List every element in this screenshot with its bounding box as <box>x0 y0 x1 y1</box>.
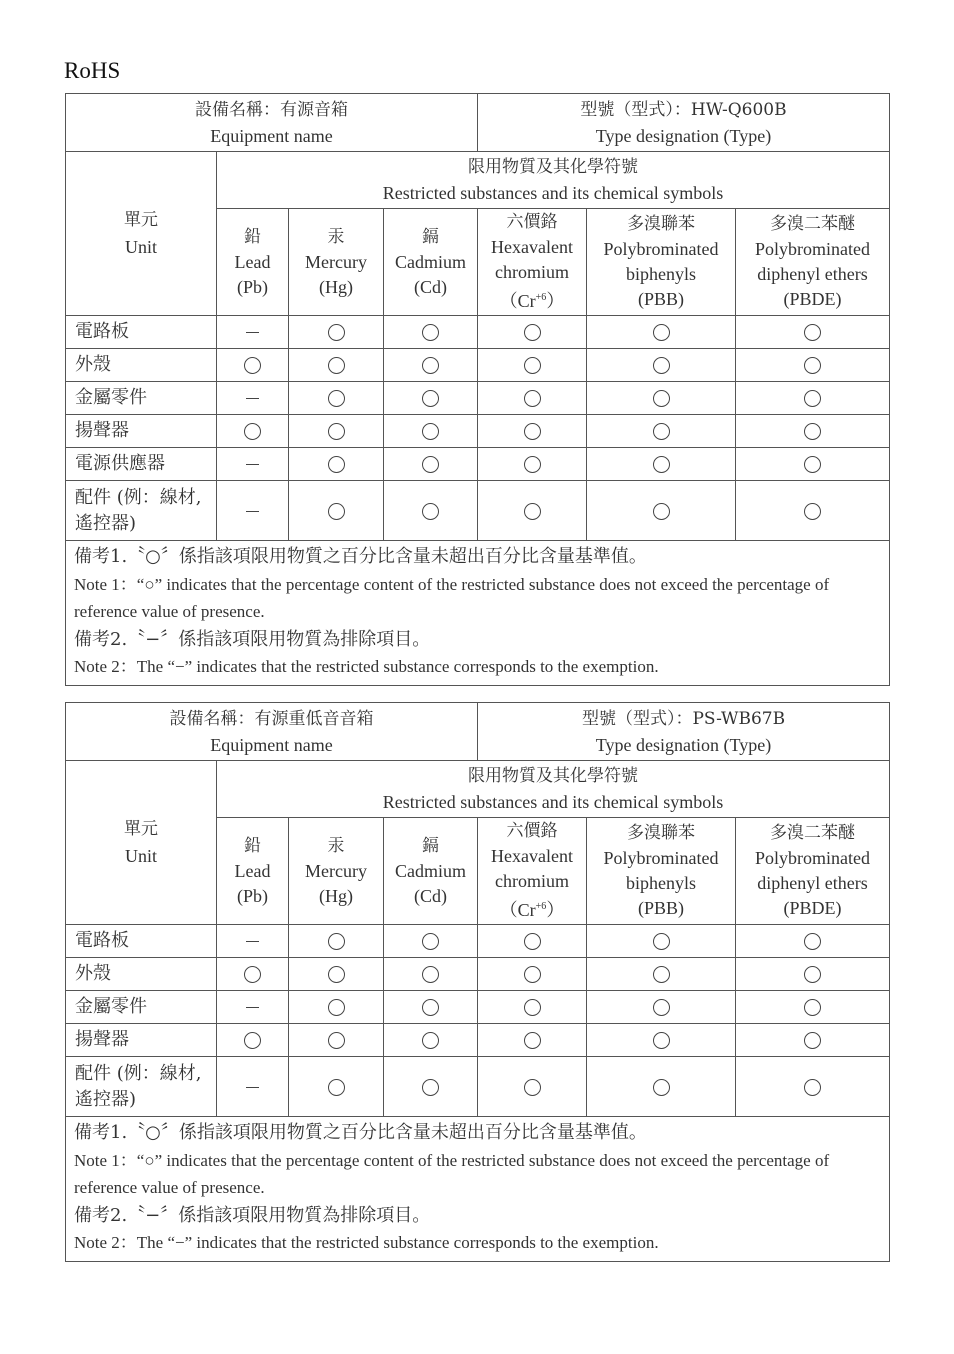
equipment-name-cell <box>66 703 478 761</box>
circle-mark-icon <box>422 423 439 440</box>
type-designation-en: Type designation (Type) <box>595 734 772 755</box>
note-2-en: Note 2：The “−” indicates that the restricted substance corresponds to the exemption. <box>74 1233 659 1252</box>
note-1-zh: 備考1.〝○〞係指該項限用物質之百分比含量未超出百分比含量基準值。 <box>74 546 647 567</box>
substance-en: biphenyls <box>626 264 696 284</box>
substance-symbol: (PBDE) <box>783 289 842 309</box>
mark-cell <box>478 382 587 415</box>
mark-cell <box>587 1024 736 1057</box>
substance-zh: 汞 <box>327 226 345 247</box>
mark-cell <box>384 481 478 541</box>
type-designation-cell <box>478 703 890 761</box>
substance-cadmium <box>384 818 478 925</box>
circle-mark-icon <box>653 999 670 1016</box>
table-row <box>66 991 890 1024</box>
mark-cell <box>384 1024 478 1057</box>
mark-cell <box>289 382 384 415</box>
rohs-table-1 <box>65 93 890 686</box>
mark-cell <box>587 316 736 349</box>
substance-mercury <box>289 818 384 925</box>
part-name-cell <box>66 415 217 448</box>
circle-mark-icon <box>524 423 541 440</box>
table-row <box>66 1024 890 1057</box>
table-body <box>66 925 890 1117</box>
symbol-end: ） <box>546 291 565 311</box>
substance-en: biphenyls <box>626 873 696 893</box>
circle-mark-icon <box>524 390 541 407</box>
circle-mark-icon <box>422 966 439 983</box>
mark-cell <box>384 991 478 1024</box>
circle-mark-icon <box>524 357 541 374</box>
mark-cell <box>217 415 289 448</box>
mark-cell <box>736 382 890 415</box>
circle-mark-icon <box>804 1079 821 1096</box>
symbol-superscript: +6 <box>535 292 547 303</box>
circle-mark-icon <box>328 999 345 1016</box>
substance-hexavalent-chromium <box>478 818 587 925</box>
dash-mark-icon <box>246 1087 259 1088</box>
circle-mark-icon <box>422 933 439 950</box>
mark-cell <box>587 1057 736 1117</box>
part-name: 電路板 <box>75 930 129 951</box>
substance-symbol: (PBDE) <box>783 898 842 918</box>
circle-mark-icon <box>653 357 670 374</box>
circle-mark-icon <box>422 503 439 520</box>
mark-cell <box>736 448 890 481</box>
mark-cell <box>478 1024 587 1057</box>
substance-en: Cadmium <box>395 860 466 881</box>
mark-cell <box>384 958 478 991</box>
mark-cell <box>289 349 384 382</box>
part-name: 外殼 <box>75 963 111 984</box>
circle-mark-icon <box>244 423 261 440</box>
circle-mark-icon <box>653 1032 670 1049</box>
symbol-end: ） <box>546 900 565 920</box>
substance-en: Mercury <box>305 860 367 881</box>
substance-en: chromium <box>495 262 569 282</box>
table-row <box>66 958 890 991</box>
substance-zh: 鉛 <box>244 835 261 856</box>
circle-mark-icon <box>653 456 670 473</box>
table-row <box>66 481 890 541</box>
dash-mark-icon <box>246 511 259 512</box>
part-name: 外殼 <box>75 354 111 375</box>
circle-mark-icon <box>328 503 345 520</box>
part-name: 電源供應器 <box>75 453 165 474</box>
circle-mark-icon <box>804 999 821 1016</box>
type-designation-zh: 型號（型式）：PS-WB67B <box>581 708 786 729</box>
mark-cell <box>384 925 478 958</box>
substance-en: Hexavalent <box>491 846 573 866</box>
notes-cell <box>66 541 890 686</box>
circle-mark-icon <box>328 390 345 407</box>
circle-mark-icon <box>328 456 345 473</box>
mark-cell <box>587 958 736 991</box>
equipment-name-en: Equipment name <box>210 125 333 146</box>
part-name: 配件 (例：線材, <box>75 1062 202 1084</box>
circle-mark-icon <box>524 999 541 1016</box>
substance-symbol: (PBB) <box>637 898 684 918</box>
part-name: 揚聲器 <box>75 420 129 441</box>
mark-cell <box>478 925 587 958</box>
circle-mark-icon <box>524 503 541 520</box>
table-row <box>66 382 890 415</box>
substance-zh: 鉛 <box>244 226 261 247</box>
mark-cell <box>289 415 384 448</box>
circle-mark-icon <box>804 324 821 341</box>
dash-mark-icon <box>246 464 259 465</box>
mark-cell <box>736 415 890 448</box>
note-1-en: Note 1：“○” indicates that the percentage content of the restricted substance does not exceed the percentage of reference value of presence. <box>74 574 830 621</box>
unit-header <box>66 152 217 316</box>
mark-cell <box>217 1057 289 1117</box>
page-title: RoHS <box>64 58 121 83</box>
substance-symbol: (Pb) <box>237 885 268 906</box>
substance-symbol: (Hg) <box>319 885 353 906</box>
mark-cell <box>384 349 478 382</box>
mark-cell <box>587 448 736 481</box>
part-name-cell <box>66 481 217 541</box>
mark-cell <box>217 382 289 415</box>
mark-cell <box>289 1024 384 1057</box>
unit-en: Unit <box>124 236 157 257</box>
mark-cell <box>289 925 384 958</box>
mark-cell <box>217 481 289 541</box>
circle-mark-icon <box>422 456 439 473</box>
substance-symbol: (Hg) <box>319 276 353 297</box>
circle-mark-icon <box>804 390 821 407</box>
symbol-base: （Cr <box>499 291 536 311</box>
dash-mark-icon <box>246 941 259 942</box>
circle-mark-icon <box>328 324 345 341</box>
substance-cadmium <box>384 209 478 316</box>
mark-cell <box>289 958 384 991</box>
circle-mark-icon <box>524 933 541 950</box>
equipment-name-cell <box>66 94 478 152</box>
dash-mark-icon <box>246 1007 259 1008</box>
mark-cell <box>289 481 384 541</box>
equipment-name-zh: 設備名稱：有源重低音音箱 <box>169 708 374 729</box>
part-name: 配件 (例：線材, <box>75 486 202 508</box>
substance-zh: 多溴二苯醚 <box>770 214 855 234</box>
mark-cell <box>478 349 587 382</box>
mark-cell <box>478 958 587 991</box>
circle-mark-icon <box>804 456 821 473</box>
equipment-name-en: Equipment name <box>210 734 333 755</box>
circle-mark-icon <box>524 966 541 983</box>
mark-cell <box>736 1057 890 1117</box>
mark-cell <box>384 448 478 481</box>
mark-cell <box>217 925 289 958</box>
symbol-base: （Cr <box>499 900 536 920</box>
restricted-substances-header <box>217 152 890 209</box>
substance-lead <box>217 818 289 925</box>
substance-en: Lead <box>234 860 271 881</box>
mark-cell <box>736 349 890 382</box>
unit-en: Unit <box>124 845 157 866</box>
substance-pbde <box>736 818 890 925</box>
dash-mark-icon <box>246 398 259 399</box>
mark-cell <box>587 991 736 1024</box>
circle-mark-icon <box>328 1032 345 1049</box>
mark-cell <box>478 1057 587 1117</box>
substance-hexavalent-chromium <box>478 209 587 316</box>
part-name-line-2: 遙控器) <box>75 1088 137 1110</box>
circle-mark-icon <box>244 357 261 374</box>
substance-symbol: (Pb) <box>237 276 268 297</box>
substance-zh: 多溴聯苯 <box>627 214 695 234</box>
mark-cell <box>384 316 478 349</box>
part-name-cell <box>66 958 217 991</box>
circle-mark-icon <box>422 999 439 1016</box>
part-name: 電路板 <box>75 321 129 342</box>
mark-cell <box>587 349 736 382</box>
substance-en: Hexavalent <box>491 237 573 257</box>
mark-cell <box>736 958 890 991</box>
mark-cell <box>736 316 890 349</box>
circle-mark-icon <box>804 423 821 440</box>
restricted-zh: 限用物質及其化學符號 <box>468 766 639 786</box>
circle-mark-icon <box>804 357 821 374</box>
circle-mark-icon <box>804 503 821 520</box>
notes-cell <box>66 1117 890 1262</box>
circle-mark-icon <box>524 1032 541 1049</box>
part-name: 金屬零件 <box>75 996 147 1017</box>
mark-cell <box>478 991 587 1024</box>
restricted-substances-header <box>217 761 890 818</box>
note-2-zh: 備考2.〝−〞係指該項限用物質為排除項目。 <box>74 1204 431 1226</box>
substance-en: Lead <box>234 251 271 272</box>
circle-mark-icon <box>653 423 670 440</box>
circle-mark-icon <box>328 1079 345 1096</box>
substance-pbde <box>736 209 890 316</box>
note-1-en: Note 1：“○” indicates that the percentage content of the restricted substance does not exceed the percentage of reference value of presence. <box>74 1150 830 1197</box>
mark-cell <box>736 481 890 541</box>
substance-mercury <box>289 209 384 316</box>
circle-mark-icon <box>524 324 541 341</box>
table-row <box>66 1057 890 1117</box>
circle-mark-icon <box>328 423 345 440</box>
mark-cell <box>217 991 289 1024</box>
note-1-zh: 備考1.〝○〞係指該項限用物質之百分比含量未超出百分比含量基準值。 <box>74 1122 647 1143</box>
part-name: 金屬零件 <box>75 387 147 408</box>
substance-zh: 多溴二苯醚 <box>770 823 856 843</box>
mark-cell <box>384 382 478 415</box>
mark-cell <box>289 1057 384 1117</box>
circle-mark-icon <box>422 1032 439 1049</box>
mark-cell <box>478 448 587 481</box>
unit-header <box>66 761 217 925</box>
substance-en: Polybrominated <box>603 848 719 868</box>
restricted-en: Restricted substances and its chemical symbols <box>382 183 724 203</box>
part-name: 揚聲器 <box>75 1029 129 1050</box>
circle-mark-icon <box>653 966 670 983</box>
circle-mark-icon <box>328 933 345 950</box>
circle-mark-icon <box>524 456 541 473</box>
circle-mark-icon <box>804 966 821 983</box>
circle-mark-icon <box>653 933 670 950</box>
mark-cell <box>289 316 384 349</box>
substance-lead <box>217 209 289 316</box>
type-designation-zh: 型號（型式）：HW-Q600B <box>580 99 787 120</box>
part-name-cell <box>66 448 217 481</box>
mark-cell <box>217 1024 289 1057</box>
substance-zh: 汞 <box>327 835 345 856</box>
mark-cell <box>217 448 289 481</box>
table-body <box>66 316 890 541</box>
mark-cell <box>289 991 384 1024</box>
part-name-line-2: 遙控器) <box>75 512 137 534</box>
substance-en: Polybrominated <box>603 239 719 259</box>
substance-en: diphenyl ethers <box>757 873 868 893</box>
equipment-name-zh: 設備名稱：有源音箱 <box>195 99 348 120</box>
substance-symbol: (PBB) <box>637 289 684 309</box>
circle-mark-icon <box>422 324 439 341</box>
mark-cell <box>478 316 587 349</box>
dash-mark-icon <box>246 332 259 333</box>
mark-cell <box>384 1057 478 1117</box>
mark-cell <box>217 958 289 991</box>
restricted-en: Restricted substances and its chemical symbols <box>382 792 724 812</box>
circle-mark-icon <box>804 933 821 950</box>
substance-en: Cadmium <box>395 251 466 272</box>
part-name-cell <box>66 1057 217 1117</box>
substance-en: Polybrominated <box>755 848 871 868</box>
substance-en: Polybrominated <box>755 239 870 259</box>
mark-cell <box>289 448 384 481</box>
substance-zh: 多溴聯苯 <box>627 823 695 843</box>
symbol-superscript: +6 <box>535 901 547 912</box>
rohs-table-2 <box>65 702 890 1262</box>
substance-zh: 鎘 <box>422 226 439 247</box>
type-designation-en: Type designation (Type) <box>595 125 772 146</box>
part-name-cell <box>66 1024 217 1057</box>
substance-en: diphenyl ethers <box>757 264 868 284</box>
note-2-zh: 備考2.〝−〞係指該項限用物質為排除項目。 <box>74 628 431 650</box>
circle-mark-icon <box>653 324 670 341</box>
mark-cell <box>478 415 587 448</box>
mark-cell <box>478 481 587 541</box>
type-designation-cell <box>478 94 890 152</box>
part-name-cell <box>66 316 217 349</box>
mark-cell <box>217 349 289 382</box>
mark-cell <box>587 481 736 541</box>
table-row <box>66 415 890 448</box>
table-row <box>66 349 890 382</box>
part-name-cell <box>66 991 217 1024</box>
table-row <box>66 316 890 349</box>
circle-mark-icon <box>653 1079 670 1096</box>
table-row <box>66 448 890 481</box>
mark-cell <box>217 316 289 349</box>
circle-mark-icon <box>244 1032 261 1049</box>
part-name-cell <box>66 349 217 382</box>
circle-mark-icon <box>524 1079 541 1096</box>
mark-cell <box>736 1024 890 1057</box>
part-name-cell <box>66 382 217 415</box>
mark-cell <box>587 382 736 415</box>
substance-zh: 鎘 <box>422 835 439 856</box>
circle-mark-icon <box>653 390 670 407</box>
substance-pbb <box>587 818 736 925</box>
mark-cell <box>736 925 890 958</box>
unit-zh: 單元 <box>124 818 158 839</box>
mark-cell <box>384 415 478 448</box>
mark-cell <box>736 991 890 1024</box>
circle-mark-icon <box>804 1032 821 1049</box>
part-name-cell <box>66 925 217 958</box>
circle-mark-icon <box>328 966 345 983</box>
substance-symbol: (Cd) <box>414 885 447 906</box>
substance-zh: 六價鉻 <box>506 212 558 232</box>
substance-symbol <box>478 285 586 314</box>
restricted-zh: 限用物質及其化學符號 <box>468 157 638 177</box>
substance-en: chromium <box>495 871 569 891</box>
mark-cell <box>587 925 736 958</box>
mark-cell <box>587 415 736 448</box>
substance-pbb <box>587 209 736 316</box>
circle-mark-icon <box>244 966 261 983</box>
substance-symbol <box>478 894 586 923</box>
circle-mark-icon <box>328 357 345 374</box>
circle-mark-icon <box>422 1079 439 1096</box>
substance-en: Mercury <box>305 251 367 272</box>
circle-mark-icon <box>653 503 670 520</box>
note-2-en: Note 2：The “−” indicates that the restricted substance corresponds to the exemption. <box>74 657 659 676</box>
substance-symbol: (Cd) <box>414 276 447 297</box>
unit-zh: 單元 <box>124 209 158 230</box>
circle-mark-icon <box>422 390 439 407</box>
table-row <box>66 925 890 958</box>
circle-mark-icon <box>422 357 439 374</box>
substance-zh: 六價鉻 <box>506 821 558 841</box>
